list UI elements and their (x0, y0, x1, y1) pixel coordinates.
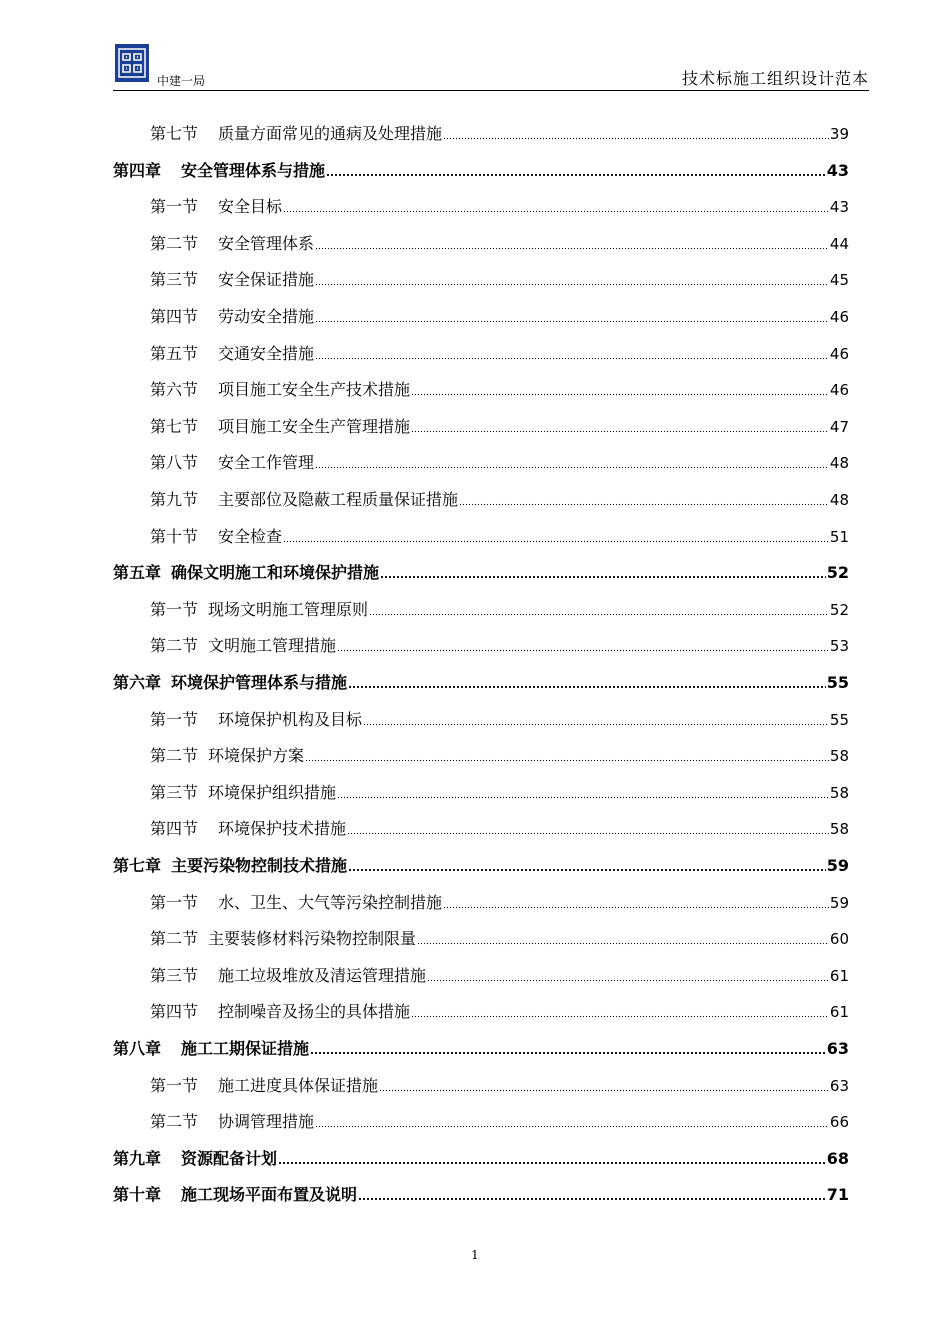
dot-leader (411, 425, 829, 433)
section-number: 第四节 (150, 1002, 199, 1022)
dot-leader (443, 901, 829, 909)
dot-leader (305, 754, 829, 762)
chapter-number: 第十章 (113, 1185, 162, 1205)
toc-entry-title: 主要装修材料污染物控制限量 (208, 929, 417, 949)
toc-section-entry[interactable] (150, 814, 849, 844)
toc-entry-title: 现场文明施工管理原则 (208, 599, 369, 619)
toc-entry-label (113, 668, 347, 698)
toc-entry-title: 项目施工安全生产管理措施 (218, 416, 411, 436)
toc-section-entry[interactable] (150, 265, 849, 295)
section-number: 第三节 (150, 270, 199, 290)
dot-leader (379, 1084, 829, 1092)
dot-leader (315, 352, 829, 360)
toc-entry-title: 施工进度具体保证措施 (218, 1075, 379, 1095)
section-number: 第九节 (150, 490, 199, 509)
toc-section-entry[interactable] (150, 119, 849, 149)
toc-entry-title: 安全目标 (218, 197, 283, 217)
section-number: 第一节 (150, 709, 199, 729)
toc-entry-title: 环境保护技术措施 (218, 819, 347, 839)
toc-entry-label (150, 522, 282, 552)
toc-page-number: 68 (826, 1148, 849, 1168)
toc-entry-label (150, 961, 426, 991)
toc-section-entry[interactable] (150, 997, 849, 1027)
section-number: 第四节 (150, 819, 199, 839)
toc-chapter-entry[interactable] (113, 1144, 849, 1174)
toc-entry-label (150, 302, 314, 332)
toc-page-number: 60 (829, 930, 849, 949)
toc-entry-title: 主要污染物控制技术措施 (171, 856, 348, 875)
toc-entry-label (150, 1071, 378, 1101)
toc-page-number: 71 (826, 1185, 849, 1205)
toc-section-entry[interactable] (150, 631, 849, 661)
section-number: 第二节 (150, 746, 199, 766)
dot-leader (358, 1193, 826, 1201)
toc-entry-label (113, 1034, 309, 1064)
toc-page-number: 59 (829, 893, 849, 912)
company-logo-icon (115, 44, 149, 82)
toc-page-number: 59 (826, 856, 849, 875)
toc-entry-label (150, 192, 282, 222)
company-name: 中建一局 (157, 74, 206, 88)
toc-entry-label (150, 631, 336, 661)
toc-entry-title: 主要部位及隐蔽工程质量保证措施 (218, 490, 459, 509)
toc-page-number: 55 (829, 710, 849, 729)
toc-entry-label (150, 1107, 314, 1137)
toc-section-entry[interactable] (150, 448, 849, 478)
toc-entry-title: 安全工作管理 (218, 453, 315, 473)
toc-chapter-entry[interactable] (113, 156, 849, 186)
chapter-number: 第五章 (113, 563, 162, 583)
dot-leader (278, 1157, 826, 1165)
toc-entry-title: 质量方面常见的通病及处理措施 (218, 124, 443, 143)
dot-leader (283, 535, 829, 543)
section-number: 第一节 (150, 1075, 199, 1095)
toc-entry-label (150, 375, 410, 405)
toc-entry-label (150, 119, 442, 149)
toc-entry-label (150, 595, 368, 625)
dot-leader (348, 864, 826, 872)
dot-leader (337, 644, 829, 652)
toc-page-number: 61 (829, 966, 849, 985)
toc-entry-title: 水、卫生、大气等污染控制措施 (218, 892, 443, 912)
section-number: 第二节 (150, 929, 199, 949)
toc-page-number: 55 (826, 673, 849, 692)
chapter-number: 第六章 (113, 673, 162, 692)
section-number: 第二节 (150, 636, 199, 656)
page-number: 1 (471, 1248, 479, 1262)
toc-chapter-entry[interactable] (113, 1034, 849, 1064)
toc-section-entry[interactable] (150, 595, 849, 625)
dot-leader (411, 388, 829, 396)
toc-entry-label (150, 229, 314, 259)
toc-section-entry[interactable] (150, 705, 849, 735)
toc-section-entry[interactable] (150, 375, 849, 405)
toc-section-entry[interactable] (150, 192, 849, 222)
section-number: 第六节 (150, 380, 199, 400)
toc-entry-title: 环境保护方案 (208, 746, 305, 766)
toc-page-number: 58 (829, 820, 849, 839)
toc-section-entry[interactable] (150, 741, 849, 771)
dot-leader (427, 974, 829, 982)
dot-leader (315, 242, 829, 250)
toc-entry-label (150, 814, 346, 844)
toc-page-number: 46 (829, 344, 849, 363)
toc-entry-title: 安全管理体系 (218, 233, 315, 253)
section-number: 第一节 (150, 599, 199, 619)
dot-leader (347, 827, 829, 835)
toc-entry-label (113, 1144, 277, 1174)
toc-page-number: 46 (829, 381, 849, 400)
toc-entry-label (150, 997, 410, 1027)
toc-entry-title: 交通安全措施 (218, 343, 315, 363)
toc-section-entry[interactable] (150, 339, 849, 369)
section-number: 第一节 (150, 892, 199, 912)
section-number: 第三节 (150, 965, 199, 985)
page-header (113, 44, 869, 91)
toc-page-number: 51 (829, 527, 849, 546)
toc-page-number: 43 (829, 198, 849, 217)
toc-section-entry[interactable] (150, 412, 849, 442)
section-number: 第八节 (150, 453, 199, 473)
toc-entry-title: 确保文明施工和环境保护措施 (171, 563, 380, 583)
toc-entry-label (113, 1180, 357, 1210)
section-number: 第十节 (150, 526, 199, 546)
dot-leader (283, 205, 829, 213)
toc-section-entry[interactable] (150, 961, 849, 991)
toc-entry-label (150, 265, 314, 295)
toc-page-number: 61 (829, 1003, 849, 1022)
toc-entry-label (113, 851, 347, 881)
toc-section-entry[interactable] (150, 924, 849, 954)
toc-page-number: 47 (829, 417, 849, 436)
section-number: 第三节 (150, 782, 199, 802)
toc-page-number: 43 (826, 160, 849, 180)
toc-page-number: 52 (826, 563, 849, 583)
toc-page-number: 48 (829, 491, 849, 509)
dot-leader (315, 278, 829, 286)
toc-chapter-entry[interactable] (113, 558, 849, 588)
toc-entry-label (150, 741, 304, 771)
toc-entry-title: 环境保护管理体系与措施 (171, 673, 348, 692)
toc-page-number: 48 (829, 454, 849, 473)
dot-leader (337, 791, 829, 799)
toc-page-number: 53 (829, 637, 849, 656)
section-number: 第一节 (150, 197, 199, 217)
toc-page-number: 66 (829, 1113, 849, 1132)
toc-section-entry[interactable] (150, 522, 849, 552)
toc-entry-title: 施工垃圾堆放及清运管理措施 (218, 965, 427, 985)
section-number: 第四节 (150, 307, 199, 326)
dot-leader (459, 498, 829, 506)
toc-page-number: 52 (829, 600, 849, 619)
section-number: 第二节 (150, 233, 199, 253)
dot-leader (363, 718, 829, 726)
toc-page-number: 63 (829, 1076, 849, 1095)
dot-leader (443, 132, 829, 140)
toc-page-number: 58 (829, 747, 849, 766)
toc-entry-title: 文明施工管理措施 (208, 636, 337, 656)
toc-entry-label (150, 412, 410, 442)
chapter-number: 第八章 (113, 1039, 162, 1058)
toc-section-entry[interactable] (150, 302, 849, 332)
toc-section-entry[interactable] (150, 778, 849, 808)
toc-entry-label (150, 448, 314, 478)
toc-entry-title: 施工工期保证措施 (181, 1039, 310, 1058)
dot-leader (326, 169, 826, 177)
toc-page-number: 44 (829, 234, 849, 253)
toc-entry-title: 资源配备计划 (181, 1148, 278, 1168)
toc-entry-title: 安全管理体系与措施 (181, 160, 326, 180)
toc-entry-label (113, 558, 379, 588)
chapter-number: 第四章 (113, 160, 162, 180)
toc-entry-title: 施工现场平面布置及说明 (181, 1185, 358, 1205)
dot-leader (315, 461, 829, 469)
toc-section-entry[interactable] (150, 485, 849, 515)
toc-section-entry[interactable] (150, 1071, 849, 1101)
dot-leader (369, 608, 829, 616)
toc-page-number: 58 (829, 783, 849, 802)
toc-entry-label (150, 485, 458, 515)
section-number: 第七节 (150, 416, 199, 436)
toc-entry-title: 协调管理措施 (218, 1112, 315, 1132)
section-number: 第二节 (150, 1112, 199, 1132)
toc-entry-title: 安全保证措施 (218, 270, 315, 290)
dot-leader (411, 1010, 829, 1018)
toc-entry-label (150, 888, 442, 918)
toc-entry-title: 环境保护机构及目标 (218, 709, 363, 729)
toc-page-number: 45 (829, 271, 849, 290)
section-number: 第五节 (150, 343, 199, 363)
dot-leader (380, 571, 826, 579)
toc-entry-label (150, 924, 416, 954)
toc-entry-label (150, 778, 336, 808)
toc-chapter-entry[interactable] (113, 851, 849, 881)
toc-page-number: 39 (829, 125, 849, 143)
dot-leader (315, 315, 829, 323)
toc-section-entry[interactable] (150, 229, 849, 259)
toc-entry-title: 安全检查 (218, 526, 283, 546)
dot-leader (310, 1047, 826, 1055)
toc-section-entry[interactable] (150, 888, 849, 918)
section-number: 第七节 (150, 124, 199, 143)
toc-chapter-entry[interactable] (113, 668, 849, 698)
document-title: 技术标施工组织设计范本 (681, 69, 869, 88)
toc-section-entry[interactable] (150, 1107, 849, 1137)
dot-leader (417, 937, 829, 945)
toc-entry-label (150, 339, 314, 369)
toc-entry-label (150, 705, 362, 735)
chapter-number: 第七章 (113, 856, 162, 875)
toc-entry-title: 环境保护组织措施 (208, 782, 337, 802)
toc-entry-title: 劳动安全措施 (218, 307, 315, 326)
toc-page-number: 63 (826, 1039, 849, 1058)
dot-leader (315, 1120, 829, 1128)
toc-entry-label (113, 156, 325, 186)
dot-leader (348, 681, 826, 689)
toc-entry-title: 控制噪音及扬尘的具体措施 (218, 1002, 411, 1022)
toc-chapter-entry[interactable] (113, 1180, 849, 1210)
chapter-number: 第九章 (113, 1148, 162, 1168)
toc-page-number: 46 (829, 308, 849, 326)
toc-entry-title: 项目施工安全生产技术措施 (218, 380, 411, 400)
